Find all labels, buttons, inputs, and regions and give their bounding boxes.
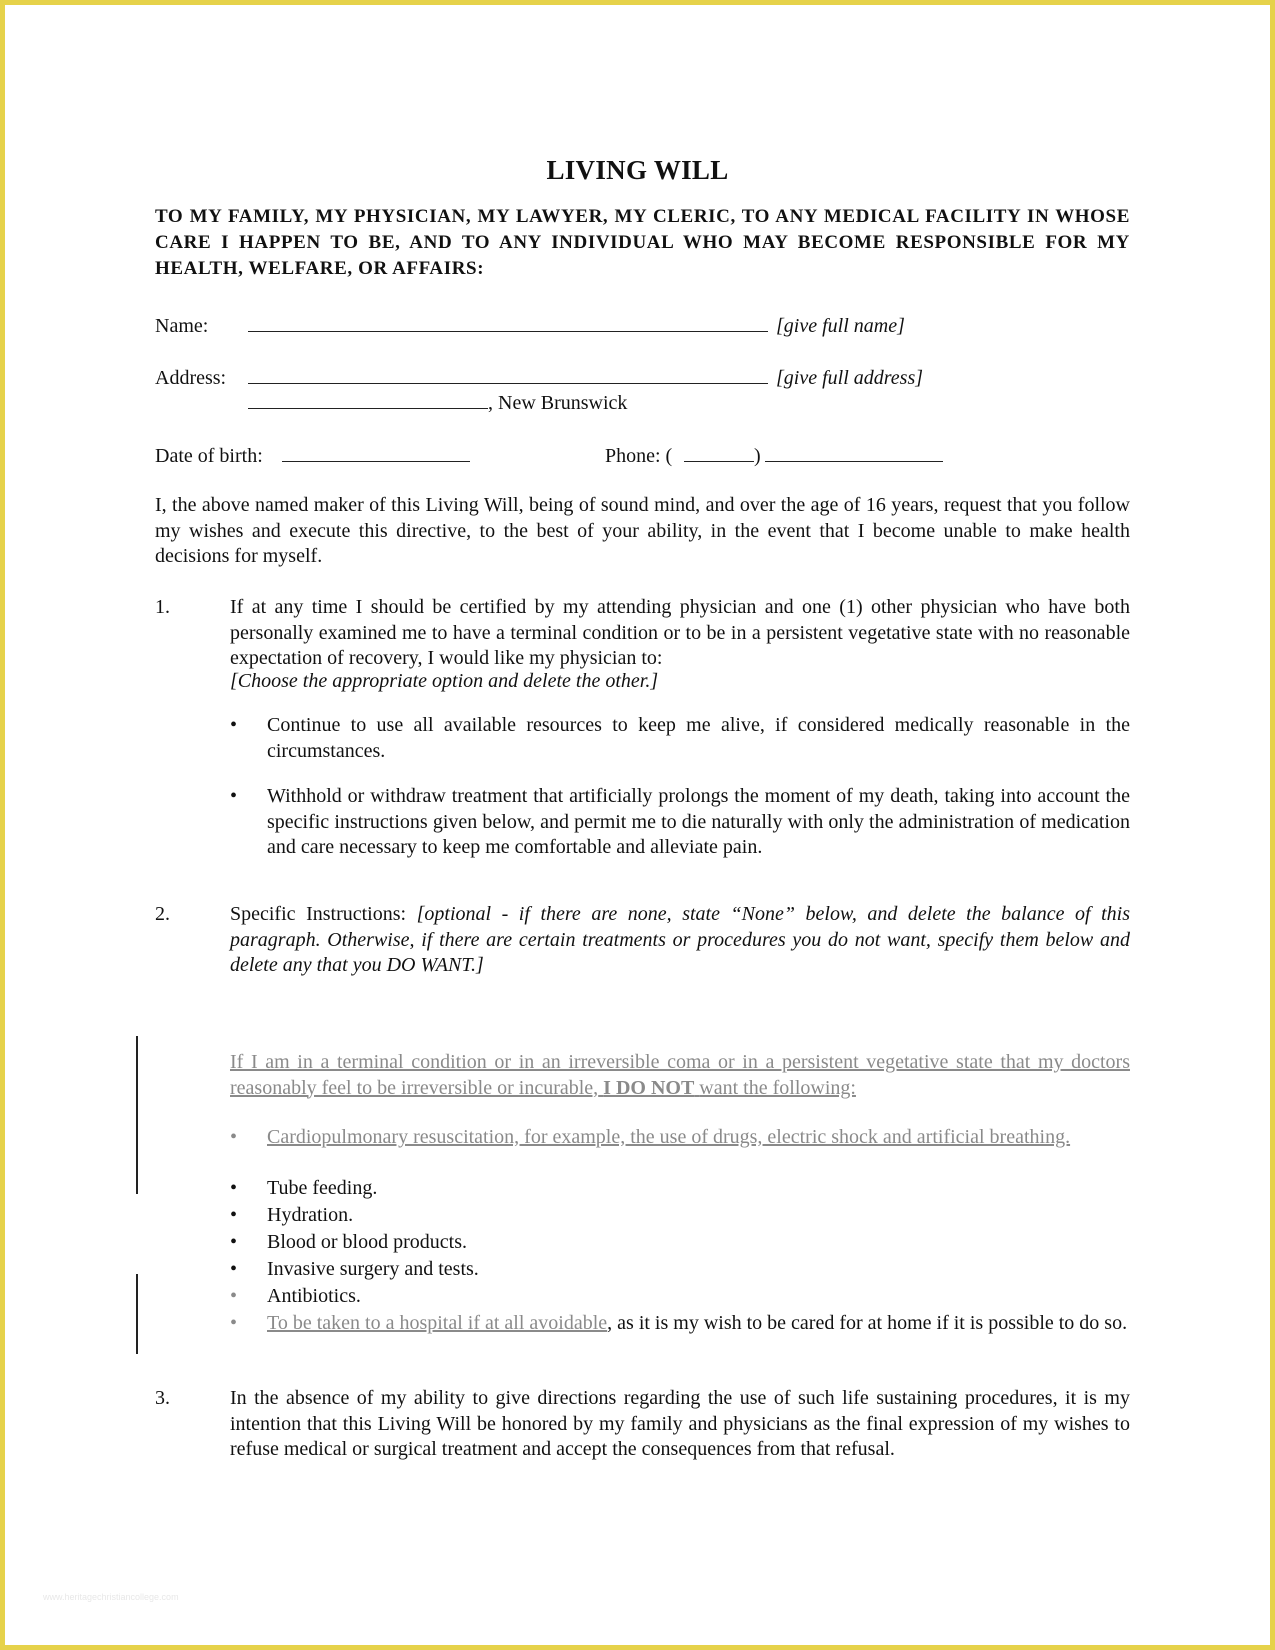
area-code-field[interactable] [684,443,754,469]
name-field[interactable] [248,313,768,339]
item-surgery: Invasive surgery and tests. [267,1258,479,1280]
option-1-text: Continue to use all available resources to keep me alive, if considered medically reasonable in the circumstances. [267,714,1130,762]
section-3-number: 3. [155,1387,170,1409]
section-1-text: If at any time I should be certified by my attending physician and one (1) other physician who have both personally examined me to have a terminal condition or to be in a persistent vegetative state with no reasonable expectation of recovery, I would like my physician to: [230,596,1130,669]
bullet-icon: • [230,1258,238,1280]
bullet-icon: • [230,1231,238,1253]
bullet-icon: • [230,1312,238,1334]
bullet-icon: • [230,1204,238,1226]
item-blood: Blood or blood products. [267,1231,467,1253]
bullet-icon: • [230,1285,238,1307]
address-label: Address: [155,367,227,389]
statement-part-b: I DO NOT [603,1076,695,1099]
statement-part-a: If I am in a terminal condition or in an irreversible coma or in a persistent vegetative state that my doctors reasonably feel to be irreversible or incurable, [230,1051,1130,1099]
statement-part-c: want the following: [699,1076,856,1099]
name-hint: [give full name] [776,315,905,337]
phone-number-field[interactable] [765,443,943,469]
section-2-statement [230,1050,1130,1101]
address-hint: [give full address] [776,367,924,389]
address-field[interactable] [248,365,768,391]
section-1-instruction: [Choose the appropriate option and delete the other.] [230,670,659,692]
bullet-icon: • [230,1177,238,1199]
intro-paragraph: I, the above named maker of this Living Will, being of sound mind, and over the age of 16 years, request that you follow my wishes and execute this directive, to the best of your ability, in the event that I become unable to make health decisions for myself. [155,494,1130,567]
city-field[interactable] [248,390,488,416]
name-label: Name: [155,315,209,337]
item-tube-feeding: Tube feeding. [267,1177,378,1199]
section-2-label: Specific Instructions: [230,903,417,925]
watermark: www.heritagechristiancollege.com [43,1592,179,1602]
phone-label: Phone: ( [605,445,673,467]
bullet-icon: • [230,714,238,736]
item-hydration: Hydration. [267,1204,354,1226]
section-2-intro [230,902,1130,979]
addressee-heading: TO MY FAMILY, MY PHYSICIAN, MY LAWYER, MY CLERIC, TO ANY MEDICAL FACILITY IN WHOSE CARE I HAPPEN TO BE, AND TO ANY INDIVIDUAL WHO MAY BECOME RESPONSIBLE FOR MY HEALTH, WELFARE, OR AFFAIRS: [155,206,1130,279]
document-title: LIVING WILL [546,155,729,185]
bullet-icon: • [230,785,238,807]
dob-field[interactable] [282,443,470,469]
change-bar [136,1274,138,1354]
option-2-text: Withhold or withdraw treatment that artificially prolongs the moment of my death, taking into account the specific instructions given below, and permit me to die naturally with only the administration of medication and care necessary to keep me comfortable and alleviate pain. [267,785,1130,858]
section-3-text: In the absence of my ability to give directions regarding the use of such life sustaining procedures, it is my intention that this Living Will be honored by my family and physicians as the final expression of my wishes to refuse medical or surgical treatment and accept the consequences from that refusal. [230,1387,1130,1460]
dob-label: Date of birth: [155,445,263,467]
item-cpr: Cardiopulmonary resuscitation, for example, the use of drugs, electric shock and artificial breathing. [267,1126,1071,1148]
item-hospital-deleted: To be taken to a hospital if at all avoidable [267,1312,608,1334]
section-2-note: [optional - if there are none, state “None” below, and delete the balance of this paragraph. Otherwise, if there are certain treatments or procedures you do not want, specify them below and delete any that you DO WANT.] [230,903,1130,976]
phone-paren: ) [754,445,761,467]
item-antibiotics: Antibiotics. [267,1285,361,1307]
change-bar [136,1036,138,1194]
bullet-icon: • [230,1126,238,1148]
section-2-number: 2. [155,903,170,925]
item-hospital [267,1311,1130,1337]
section-1-number: 1. [155,596,170,618]
item-hospital-rest: , as it is my wish to be cared for at home if it is possible to do so. [607,1312,1128,1334]
province-text: , New Brunswick [488,392,628,414]
